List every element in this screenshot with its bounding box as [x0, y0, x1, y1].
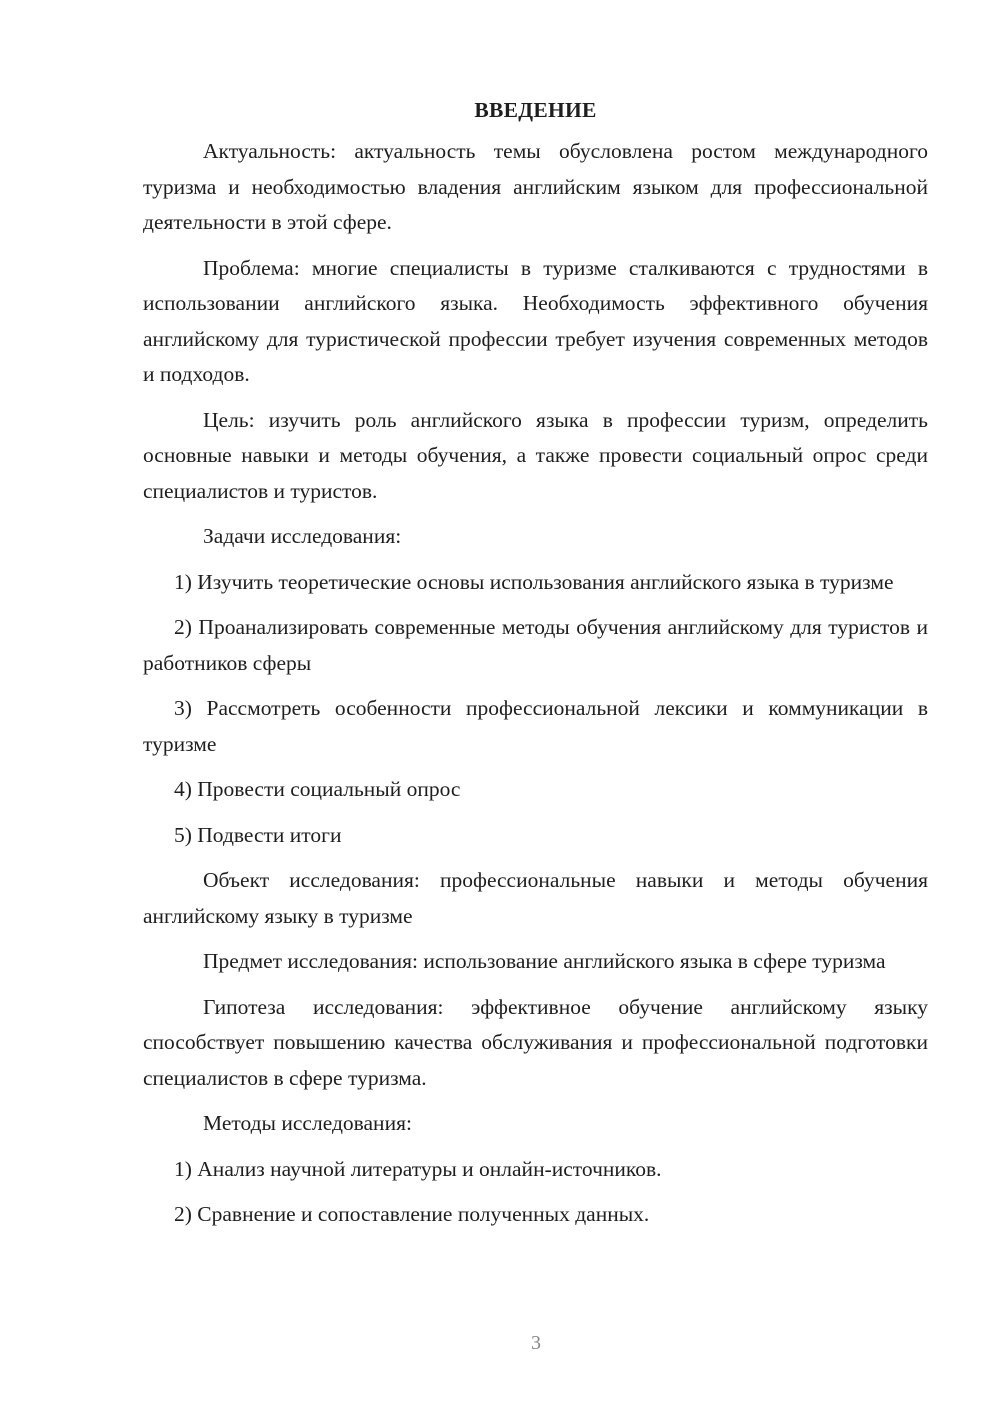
document-body — [143, 96, 928, 1243]
subject-paragraph: Предмет исследования: использование английского языка в сфере туризма — [203, 949, 886, 973]
task-item-1: 1) Изучить теоретические основы использования английского языка в туризме — [174, 569, 894, 594]
task-item-2: 2) Проанализировать современные методы обучения английскому для туристов и работников сферы — [143, 615, 928, 675]
tasks-heading: Задачи исследования: — [203, 524, 402, 548]
task-item-5: 5) Подвести итоги — [174, 822, 342, 847]
method-item-2: 2) Сравнение и сопоставление полученных данных. — [174, 1202, 650, 1226]
problem-paragraph: Проблема: многие специалисты в туризме сталкиваются с трудностями в использовании английского языка. Необходимость эффективного обучения английскому для туристической профессии требует изучения современных методов и подходов. — [143, 255, 928, 386]
goal-paragraph: Цель: изучить роль английского языка в профессии туризм, определить основные навыки и методы обучения, а также провести социальный опрос среди специалистов и туристов. — [143, 407, 928, 503]
object-paragraph: Объект исследования: профессиональные навыки и методы обучения английскому языку в туризме — [143, 868, 928, 928]
methods-heading: Методы исследования: — [203, 1111, 412, 1135]
task-item-4: 4) Провести социальный опрос — [174, 777, 461, 801]
hypothesis-paragraph: Гипотеза исследования: эффективное обучение английскому языку способствует повышению качества обслуживания и профессиональной подготовки специалистов в сфере туризма. — [143, 994, 928, 1090]
section-title: ВВЕДЕНИЕ — [474, 98, 597, 122]
method-item-1: 1) Анализ научной литературы и онлайн-источников. — [174, 1156, 662, 1181]
page-number: 3 — [531, 1332, 541, 1354]
task-item-3: 3) Рассмотреть особенности профессиональной лексики и коммуникации в туризме — [143, 696, 928, 756]
relevance-paragraph: Актуальность: актуальность темы обусловлена ростом международного туризма и необходимостью владения английским языком для профессиональной деятельности в этой сфере. — [143, 139, 928, 234]
